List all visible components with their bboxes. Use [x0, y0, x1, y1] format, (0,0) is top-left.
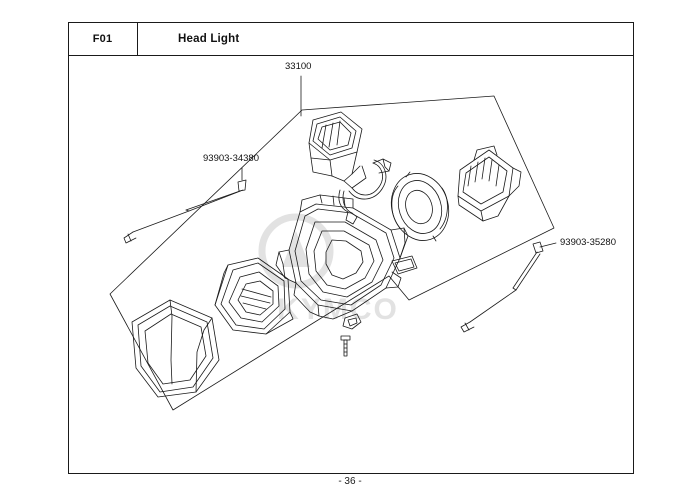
headlight-housing — [276, 195, 408, 319]
headlight-lens-cover — [215, 258, 293, 334]
watermark-text: KYMCO — [277, 293, 399, 326]
callout-33100: 33100 — [285, 61, 312, 72]
bracket-clip — [343, 314, 361, 329]
callout-93903-34380: 93903-34380 — [203, 153, 259, 164]
headlight-reflector-ring — [383, 166, 457, 248]
screw-center — [341, 336, 350, 356]
headlight-adjuster-motor — [458, 146, 521, 221]
part-93903-34380 — [124, 168, 246, 243]
part-93903-35280 — [461, 242, 556, 332]
assembly-outline-polygon — [110, 96, 554, 410]
callout-93903-35280: 93903-35280 — [560, 237, 616, 248]
section-title: Head Light — [178, 32, 240, 45]
headlight-front-garnish — [132, 300, 219, 397]
section-code: F01 — [92, 32, 113, 45]
rubber-boot — [392, 256, 417, 274]
page-number: - 36 - — [338, 476, 362, 487]
wiring-connector — [339, 159, 391, 224]
headlight-bulb-socket — [309, 112, 366, 188]
